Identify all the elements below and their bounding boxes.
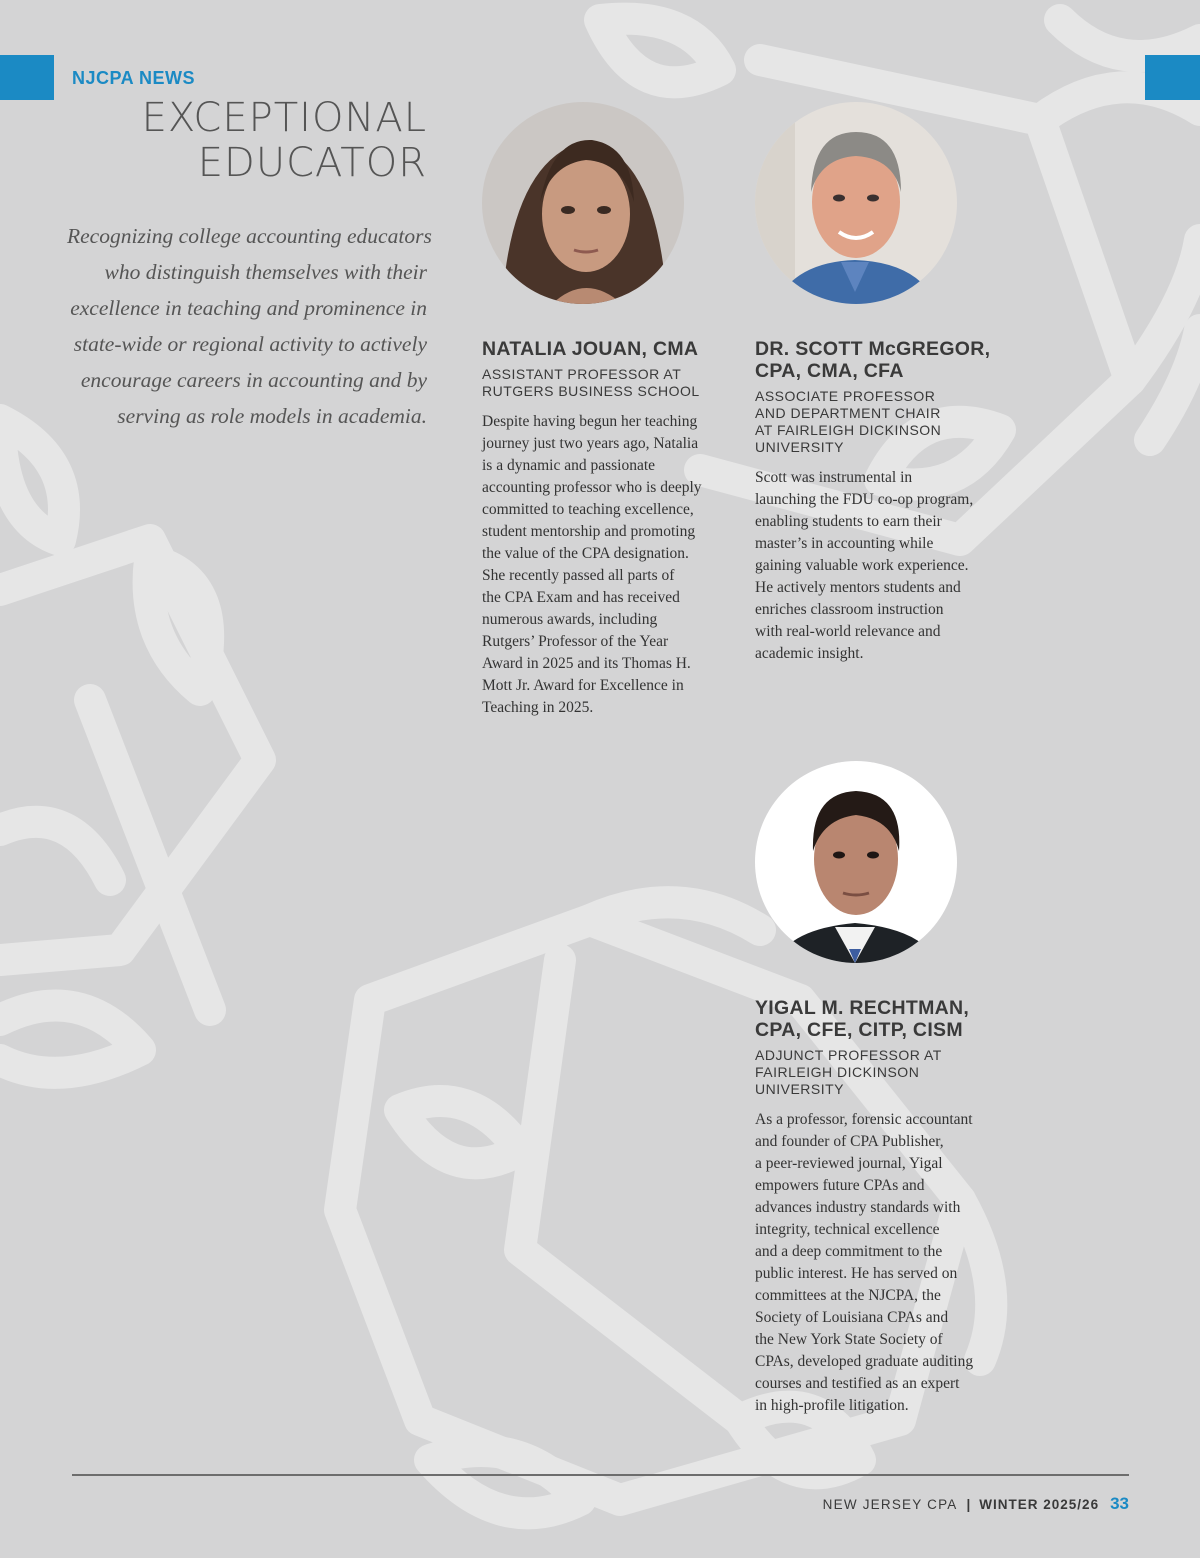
bio-line: master’s in accounting while: [755, 535, 934, 552]
intro-line: serving as role models in academia.: [117, 404, 427, 428]
honoree-bio: [482, 411, 702, 719]
bio-line: Rutgers’ Professor of the Year: [482, 633, 669, 650]
honoree-role: [755, 388, 941, 456]
bio-line: accounting professor who is deeply: [482, 479, 702, 496]
issue-label: WINTER 2025/26: [979, 1497, 1100, 1512]
bio-line: numerous awards, including: [482, 611, 658, 628]
bio-line: courses and testified as an expert: [755, 1375, 960, 1392]
bio-line: Award in 2025 and its Thomas H.: [482, 655, 691, 672]
bio-line: and founder of CPA Publisher,: [755, 1133, 944, 1150]
honoree-role-line: AT FAIRLEIGH DICKINSON: [755, 422, 942, 438]
accent-tab-left: [0, 55, 54, 100]
bio-line: launching the FDU co-op program,: [755, 491, 974, 508]
bio-line: journey just two years ago, Natalia: [482, 435, 699, 452]
page-number: 33: [1110, 1494, 1129, 1513]
bio-line: the value of the CPA designation.: [482, 545, 689, 562]
bio-line: is a dynamic and passionate: [482, 457, 656, 474]
bio-line: the CPA Exam and has received: [482, 589, 680, 606]
bio-line: enabling students to earn their: [755, 513, 942, 530]
honoree-name-line: NATALIA JOUAN, CMA: [482, 338, 699, 360]
page-footer: [823, 1494, 1129, 1514]
honoree-role-line: UNIVERSITY: [755, 1081, 845, 1097]
bio-line: advances industry standards with: [755, 1199, 961, 1216]
bio-line: enriches classroom instruction: [755, 601, 944, 618]
accent-tab-right: [1145, 55, 1200, 100]
honoree-role-line: UNIVERSITY: [755, 439, 845, 455]
honoree-name-line: CPA, CFE, CITP, CISM: [755, 1019, 963, 1041]
bio-line: and a deep commitment to the: [755, 1243, 943, 1260]
section-label: NJCPA NEWS: [72, 68, 196, 88]
honoree-photo-natalia: [482, 102, 684, 304]
intro-line: who distinguish themselves with their: [104, 260, 427, 284]
honoree-role-line: AND DEPARTMENT CHAIR: [755, 405, 941, 421]
bio-line: a peer-reviewed journal, Yigal: [755, 1155, 943, 1172]
honoree-role: [482, 366, 700, 400]
bio-line: student mentorship and promoting: [482, 523, 696, 540]
bio-line: She recently passed all parts of: [482, 567, 675, 584]
page-title: [142, 96, 427, 186]
bio-line: public interest. He has served on: [755, 1265, 958, 1282]
publication-name: NEW JERSEY CPA: [822, 1497, 958, 1512]
intro-line: state-wide or regional activity to actively: [73, 332, 427, 356]
bio-line: gaining valuable work experience.: [755, 557, 969, 574]
honoree-role-line: ASSOCIATE PROFESSOR: [755, 388, 936, 404]
honoree-role-line: FAIRLEIGH DICKINSON: [755, 1064, 920, 1080]
honoree-name: [755, 338, 990, 382]
bio-line: CPAs, developed graduate auditing: [755, 1353, 974, 1370]
honoree-photo-scott: [755, 102, 957, 304]
honoree-photo-yigal: [755, 761, 957, 963]
page-title-line: EDUCATOR: [197, 140, 427, 186]
intro-text: [67, 218, 432, 434]
honoree-name-line: DR. SCOTT McGREGOR,: [755, 338, 991, 360]
bio-line: empowers future CPAs and: [755, 1177, 925, 1194]
intro-line: excellence in teaching and prominence in: [70, 296, 427, 320]
bio-line: with real-world relevance and: [755, 623, 941, 640]
bio-line: As a professor, forensic accountant: [755, 1111, 973, 1128]
footer-separator: |: [966, 1497, 971, 1512]
bio-line: academic insight.: [755, 645, 864, 662]
honoree-bio: [755, 467, 973, 665]
honoree-name-line: CPA, CMA, CFA: [755, 360, 904, 382]
bio-line: in high-profile litigation.: [755, 1397, 909, 1414]
honoree-name: [482, 338, 698, 360]
honoree-name-line: YIGAL M. RECHTMAN,: [755, 997, 970, 1019]
bio-line: committed to teaching excellence,: [482, 501, 694, 518]
intro-line: Recognizing college accounting educators: [67, 224, 432, 248]
bio-line: Teaching in 2025.: [482, 699, 594, 716]
honoree-name: [755, 997, 969, 1041]
honoree-role-line: RUTGERS BUSINESS SCHOOL: [482, 383, 700, 399]
honoree-bio: [755, 1109, 973, 1417]
honoree-role-line: ASSISTANT PROFESSOR AT: [482, 366, 682, 382]
bio-line: He actively mentors students and: [755, 579, 961, 596]
bio-line: Mott Jr. Award for Excellence in: [482, 677, 684, 694]
bio-line: committees at the NJCPA, the: [755, 1287, 941, 1304]
bio-line: Despite having begun her teaching: [482, 413, 698, 430]
honoree-role: [755, 1047, 942, 1098]
bio-line: Scott was instrumental in: [755, 469, 913, 486]
bio-line: the New York State Society of: [755, 1331, 943, 1348]
intro-line: encourage careers in accounting and by: [80, 368, 427, 392]
bio-line: Society of Louisiana CPAs and: [755, 1309, 949, 1326]
bio-line: integrity, technical excellence: [755, 1221, 940, 1238]
footer-divider: [72, 1474, 1129, 1476]
page-title-line: EXCEPTIONAL: [141, 95, 427, 141]
honoree-role-line: ADJUNCT PROFESSOR AT: [755, 1047, 942, 1063]
